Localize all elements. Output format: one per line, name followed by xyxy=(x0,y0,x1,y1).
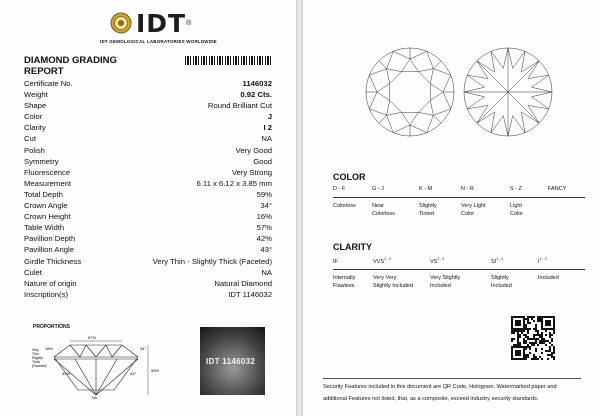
color-grade: D - F xyxy=(333,186,346,192)
inscription-photo xyxy=(200,327,265,395)
row-label: Table Width xyxy=(24,223,65,233)
color-grade: G - J xyxy=(372,186,384,192)
report-row xyxy=(24,178,272,189)
prop-girdle-5: (Faceted) xyxy=(32,364,47,368)
report-title-line1: DIAMOND GRADING xyxy=(24,55,117,66)
clarity-grade xyxy=(538,257,547,265)
row-value: 42% xyxy=(256,234,272,244)
row-label: Culet xyxy=(24,267,42,277)
registered-mark: ® xyxy=(186,19,192,27)
color-desc-line1: Light xyxy=(510,203,522,209)
row-value: NA xyxy=(261,134,272,144)
row-value: 1146032 xyxy=(242,79,272,88)
security-note-line1: Security Features included in this document are QR Code, Hologram, Watermarked paper and xyxy=(323,384,557,390)
pavilion-plot-diagram xyxy=(464,48,552,136)
color-desc-line2: Color xyxy=(461,211,475,217)
row-label: Total Depth xyxy=(24,189,63,199)
idt-seal-icon xyxy=(110,12,132,34)
prop-girdle-4: Thick xyxy=(32,360,41,364)
clarity-grade-base: I xyxy=(538,258,540,265)
report-right-page xyxy=(303,0,600,416)
grading-rows xyxy=(24,78,272,300)
row-label: Girdle Thickness xyxy=(24,256,82,266)
clarity-grade-base: VVS xyxy=(373,258,385,265)
row-value: IDT 1146032 xyxy=(228,289,272,299)
idt-logo xyxy=(110,6,191,40)
prop-table: 57% xyxy=(88,335,97,340)
row-value: 16% xyxy=(256,212,272,222)
row-value: I 2 xyxy=(263,123,272,133)
color-grade: S - Z xyxy=(510,186,522,192)
row-value: Good xyxy=(253,156,272,166)
clarity-title: CLARITY xyxy=(333,242,372,252)
clarity-desc-line2: Included xyxy=(430,283,451,289)
clarity-desc-line1: Internally xyxy=(333,275,356,281)
prop-girdle-3: Slightly xyxy=(32,356,43,360)
security-note xyxy=(323,378,581,405)
row-value: 43° xyxy=(260,245,272,255)
row-value: NA xyxy=(261,267,272,277)
report-title-line2: REPORT xyxy=(24,66,64,77)
page-fold xyxy=(296,0,303,416)
clarity-grade-sup: 1 - 2 xyxy=(437,257,445,261)
report-row xyxy=(24,133,272,144)
security-note-line2: additional Features not listed, that, as a composite, exceed industry security standards. xyxy=(323,396,539,402)
clarity-grade xyxy=(333,257,338,265)
report-row xyxy=(24,145,272,156)
color-grade: FANCY xyxy=(548,186,567,192)
clarity-desc-line2: Flawless xyxy=(333,283,355,289)
clarity-desc-line1: Included xyxy=(538,275,559,281)
clarity-desc-line1: Very Slightly xyxy=(430,275,461,281)
report-row xyxy=(24,189,272,200)
color-desc-line1: Colorless xyxy=(333,203,356,209)
row-label: Inscription(s) xyxy=(24,289,69,299)
row-label: Polish xyxy=(24,145,45,155)
row-value: 34° xyxy=(260,201,272,211)
report-row xyxy=(24,289,272,300)
report-row xyxy=(24,200,272,211)
report-row xyxy=(24,89,272,100)
clarity-grade-base: SI xyxy=(491,258,497,265)
clarity-grade-base: IF xyxy=(333,258,338,265)
prop-culet: NA xyxy=(92,396,97,400)
row-label: Clarity xyxy=(24,123,46,133)
clarity-desc-line1: Very Very xyxy=(373,275,397,281)
color-desc-line1: Slightly xyxy=(419,203,437,209)
row-label: Crown Angle xyxy=(24,201,68,211)
clarity-grade xyxy=(373,257,391,265)
color-desc-line1: Near xyxy=(372,203,384,209)
report-row xyxy=(24,122,272,133)
report-row xyxy=(24,156,272,167)
prop-girdle-1: Very xyxy=(32,348,39,352)
report-row xyxy=(24,256,272,267)
brand-tagline: IDT GEMOLOGICAL LABORATORIES WORLDWIDE xyxy=(100,39,217,44)
color-desc-line1: Very Light xyxy=(461,203,486,209)
row-label: Pavillion Depth xyxy=(24,234,76,244)
color-desc-line2: Color xyxy=(510,211,524,217)
clarity-grade-base: VS xyxy=(430,258,438,265)
row-label: Weight xyxy=(24,90,48,100)
prop-crown-angle: 34° xyxy=(140,346,147,351)
report-title xyxy=(24,55,117,77)
qr-code xyxy=(511,316,555,360)
color-grade: N - R xyxy=(461,186,474,192)
clarity-grade-sup: 1 - 2 xyxy=(384,257,392,261)
color-grade: K - M xyxy=(419,186,433,192)
proportions-diagram xyxy=(30,330,195,400)
crown-plot-diagram xyxy=(366,48,454,136)
clarity-grade-sup: 1 - 2 xyxy=(496,257,504,261)
report-row xyxy=(24,278,272,289)
report-row xyxy=(24,233,272,244)
row-value: 59% xyxy=(256,189,272,199)
barcode xyxy=(185,56,273,65)
row-value: Very Thin - Slightly Thick (Faceted) xyxy=(152,256,272,266)
clarity-desc-line2: Slightly Included xyxy=(373,283,414,289)
report-row xyxy=(24,167,272,178)
brand-name: IDT xyxy=(136,8,187,38)
report-row xyxy=(24,267,272,278)
row-value: J xyxy=(267,112,272,122)
report-row xyxy=(24,211,272,222)
color-title: COLOR xyxy=(333,172,366,182)
row-value: Natural Diamond xyxy=(214,278,272,288)
row-label: Shape xyxy=(24,101,47,111)
row-label: Symmetry xyxy=(24,156,59,166)
prop-girdle-2: Thin - xyxy=(32,352,41,356)
row-label: Crown Height xyxy=(24,212,71,222)
row-value: 0.92 Cts. xyxy=(240,90,272,100)
report-row xyxy=(24,78,272,89)
plot-diagrams xyxy=(358,42,558,142)
color-desc-line2: Colorless xyxy=(372,211,395,217)
row-value: 6.11 x 6.12 x 3.85 mm xyxy=(196,178,272,188)
row-value: 57% xyxy=(256,223,272,233)
row-label: Cut xyxy=(24,134,36,144)
prop-pavilion-depth: 42% xyxy=(62,371,71,376)
report-left-page xyxy=(0,0,296,416)
report-row xyxy=(24,111,272,122)
row-value: Very Good xyxy=(235,145,272,155)
row-label: Pavillion Angle xyxy=(24,245,75,255)
row-value: Round Brilliant Cut xyxy=(207,101,272,111)
row-value: Very Strong xyxy=(231,167,272,177)
report-row xyxy=(24,100,272,111)
clarity-grade xyxy=(430,257,444,265)
row-label: Color xyxy=(24,112,43,122)
prop-crown-height: 16% xyxy=(45,346,54,351)
clarity-desc-line2: Included xyxy=(491,283,512,289)
proportions-label: PROPORTIONS xyxy=(33,324,70,330)
row-label: Nature of origin xyxy=(24,278,77,288)
row-label: Certificate No. xyxy=(24,79,73,88)
report-row xyxy=(24,244,272,255)
prop-pavilion-angle: 43° xyxy=(130,371,137,376)
clarity-scale-line xyxy=(333,269,585,270)
clarity-grade xyxy=(491,257,503,265)
clarity-desc-line1: Slightly xyxy=(491,275,509,281)
inscription-photo-text: IDT 1146032 xyxy=(206,357,256,366)
color-scale-line xyxy=(333,197,585,198)
row-label: Fluorescence xyxy=(24,167,71,177)
report-row xyxy=(24,222,272,233)
color-desc-line2: Tinted xyxy=(419,211,435,217)
clarity-grade-sup: 1 - 3 xyxy=(539,257,547,261)
row-label: Measurement xyxy=(24,178,71,188)
prop-total-depth: 59% xyxy=(151,368,160,373)
